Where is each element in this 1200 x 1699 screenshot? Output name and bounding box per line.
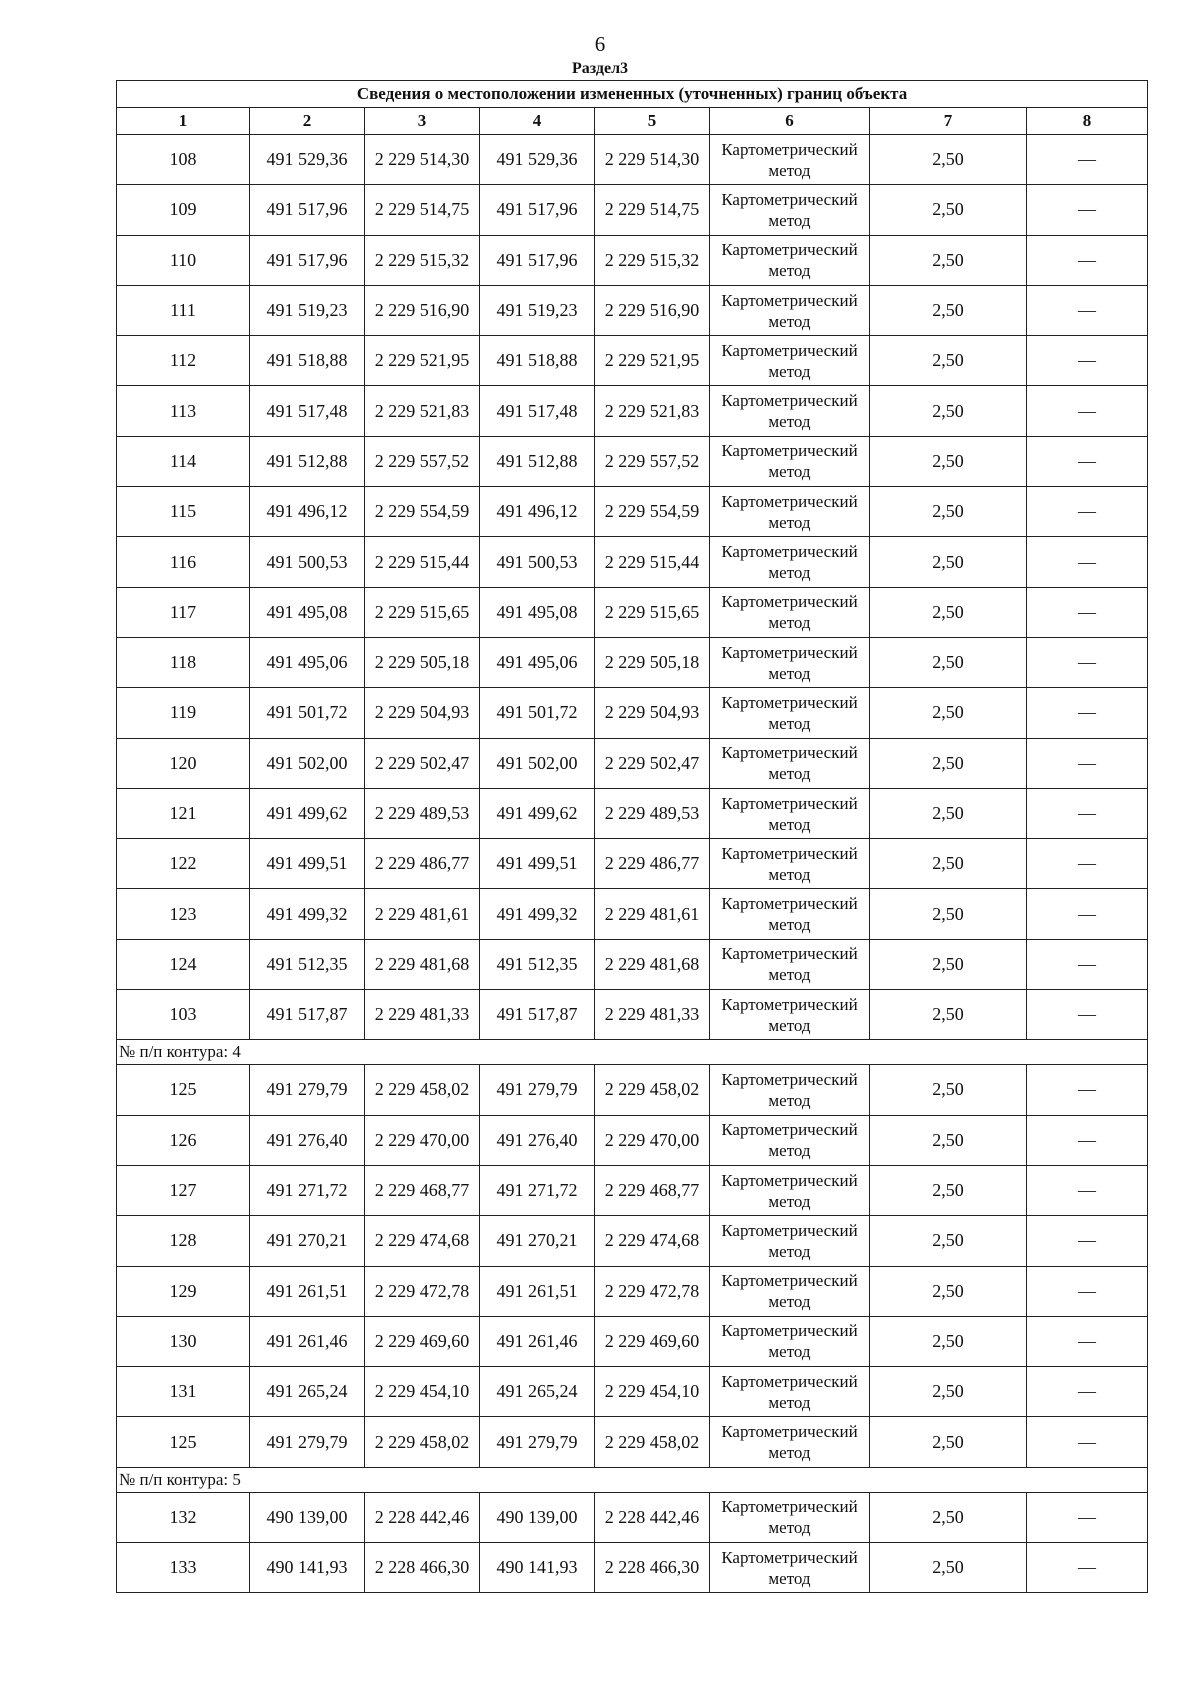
point-number-cell: 103 [117, 990, 250, 1040]
description-cell: — [1027, 135, 1148, 185]
x-refined-cell: 491 500,53 [480, 537, 595, 587]
x-existing-cell: 491 279,79 [250, 1417, 365, 1467]
y-refined-cell: 2 229 481,33 [595, 990, 710, 1040]
x-refined-cell: 491 499,32 [480, 889, 595, 939]
y-existing-cell: 2 229 472,78 [365, 1266, 480, 1316]
accuracy-cell: 2,50 [870, 990, 1027, 1040]
y-refined-cell: 2 229 468,77 [595, 1165, 710, 1215]
x-refined-cell: 491 270,21 [480, 1216, 595, 1266]
method-cell: Картометрический метод [710, 889, 870, 939]
method-cell: Картометрический метод [710, 1543, 870, 1593]
x-existing-cell: 491 276,40 [250, 1115, 365, 1165]
table-row [117, 285, 1148, 335]
point-number-cell: 115 [117, 487, 250, 537]
x-existing-cell: 491 519,23 [250, 285, 365, 335]
y-existing-cell: 2 229 504,93 [365, 688, 480, 738]
description-cell: — [1027, 1543, 1148, 1593]
method-cell: Картометрический метод [710, 839, 870, 889]
method-cell: Картометрический метод [710, 135, 870, 185]
description-cell: — [1027, 990, 1148, 1040]
y-refined-cell: 2 229 516,90 [595, 285, 710, 335]
y-refined-cell: 2 229 489,53 [595, 788, 710, 838]
x-existing-cell: 491 502,00 [250, 738, 365, 788]
y-refined-cell: 2 229 454,10 [595, 1367, 710, 1417]
x-existing-cell: 491 261,51 [250, 1266, 365, 1316]
description-cell: — [1027, 738, 1148, 788]
x-refined-cell: 491 517,48 [480, 386, 595, 436]
x-refined-cell: 491 499,51 [480, 839, 595, 889]
description-cell: — [1027, 688, 1148, 738]
point-number-cell: 128 [117, 1216, 250, 1266]
x-refined-cell: 491 517,87 [480, 990, 595, 1040]
point-number-cell: 113 [117, 386, 250, 436]
y-existing-cell: 2 229 554,59 [365, 487, 480, 537]
table-body [117, 135, 1148, 1593]
x-refined-cell: 490 139,00 [480, 1492, 595, 1542]
method-cell: Картометрический метод [710, 688, 870, 738]
x-existing-cell: 491 518,88 [250, 336, 365, 386]
method-cell: Картометрический метод [710, 1367, 870, 1417]
accuracy-cell: 2,50 [870, 738, 1027, 788]
x-existing-cell: 491 495,08 [250, 587, 365, 637]
accuracy-cell: 2,50 [870, 135, 1027, 185]
method-cell: Картометрический метод [710, 285, 870, 335]
coordinates-table [116, 80, 1148, 1593]
table-row [117, 1266, 1148, 1316]
accuracy-cell: 2,50 [870, 1492, 1027, 1542]
point-number-cell: 125 [117, 1065, 250, 1115]
table-row [117, 839, 1148, 889]
description-cell: — [1027, 436, 1148, 486]
table-row [117, 939, 1148, 989]
table-row [117, 990, 1148, 1040]
point-number-cell: 116 [117, 537, 250, 587]
description-cell: — [1027, 1266, 1148, 1316]
accuracy-cell: 2,50 [870, 185, 1027, 235]
x-refined-cell: 491 499,62 [480, 788, 595, 838]
table-row [117, 1417, 1148, 1467]
x-refined-cell: 491 517,96 [480, 235, 595, 285]
description-cell: — [1027, 939, 1148, 989]
x-existing-cell: 491 499,62 [250, 788, 365, 838]
description-cell: — [1027, 1115, 1148, 1165]
description-cell: — [1027, 1216, 1148, 1266]
point-number-cell: 121 [117, 788, 250, 838]
y-refined-cell: 2 228 442,46 [595, 1492, 710, 1542]
x-refined-cell: 491 265,24 [480, 1367, 595, 1417]
y-existing-cell: 2 229 458,02 [365, 1065, 480, 1115]
description-cell: — [1027, 1165, 1148, 1215]
point-number-cell: 118 [117, 637, 250, 687]
x-refined-cell: 490 141,93 [480, 1543, 595, 1593]
y-existing-cell: 2 229 470,00 [365, 1115, 480, 1165]
x-existing-cell: 491 265,24 [250, 1367, 365, 1417]
method-cell: Картометрический метод [710, 1417, 870, 1467]
point-number-cell: 112 [117, 336, 250, 386]
y-existing-cell: 2 229 521,83 [365, 386, 480, 436]
point-number-cell: 122 [117, 839, 250, 889]
x-refined-cell: 491 502,00 [480, 738, 595, 788]
point-number-cell: 120 [117, 738, 250, 788]
method-cell: Картометрический метод [710, 1316, 870, 1366]
section-title: Раздел3 [571, 60, 629, 77]
accuracy-cell: 2,50 [870, 1367, 1027, 1417]
method-cell: Картометрический метод [710, 1492, 870, 1542]
y-refined-cell: 2 229 481,61 [595, 889, 710, 939]
accuracy-cell: 2,50 [870, 436, 1027, 486]
y-existing-cell: 2 228 442,46 [365, 1492, 480, 1542]
x-existing-cell: 491 501,72 [250, 688, 365, 738]
accuracy-cell: 2,50 [870, 235, 1027, 285]
accuracy-cell: 2,50 [870, 1216, 1027, 1266]
description-cell: — [1027, 336, 1148, 386]
y-existing-cell: 2 228 466,30 [365, 1543, 480, 1593]
method-cell: Картометрический метод [710, 185, 870, 235]
y-refined-cell: 2 229 469,60 [595, 1316, 710, 1366]
method-cell: Картометрический метод [710, 1216, 870, 1266]
y-existing-cell: 2 229 481,61 [365, 889, 480, 939]
accuracy-cell: 2,50 [870, 1316, 1027, 1366]
x-existing-cell: 490 141,93 [250, 1543, 365, 1593]
x-existing-cell: 491 499,51 [250, 839, 365, 889]
y-existing-cell: 2 229 514,75 [365, 185, 480, 235]
table-row [117, 1492, 1148, 1542]
method-cell: Картометрический метод [710, 1165, 870, 1215]
description-cell: — [1027, 537, 1148, 587]
method-cell: Картометрический метод [710, 939, 870, 989]
description-cell: — [1027, 839, 1148, 889]
y-refined-cell: 2 229 486,77 [595, 839, 710, 889]
x-refined-cell: 491 518,88 [480, 336, 595, 386]
y-existing-cell: 2 229 474,68 [365, 1216, 480, 1266]
point-number-cell: 109 [117, 185, 250, 235]
table-row [117, 1316, 1148, 1366]
x-refined-cell: 491 512,35 [480, 939, 595, 989]
x-existing-cell: 491 517,96 [250, 185, 365, 235]
y-refined-cell: 2 229 515,44 [595, 537, 710, 587]
method-cell: Картометрический метод [710, 1115, 870, 1165]
table-row [117, 135, 1148, 185]
table-row [117, 637, 1148, 687]
x-refined-cell: 491 279,79 [480, 1065, 595, 1115]
accuracy-cell: 2,50 [870, 688, 1027, 738]
column-header: 3 [365, 108, 480, 135]
y-refined-cell: 2 229 557,52 [595, 436, 710, 486]
table-row [117, 1165, 1148, 1215]
y-existing-cell: 2 229 515,65 [365, 587, 480, 637]
description-cell: — [1027, 185, 1148, 235]
y-refined-cell: 2 229 502,47 [595, 738, 710, 788]
description-cell: — [1027, 285, 1148, 335]
column-header: 6 [710, 108, 870, 135]
column-header: 2 [250, 108, 365, 135]
y-existing-cell: 2 229 469,60 [365, 1316, 480, 1366]
x-refined-cell: 491 519,23 [480, 285, 595, 335]
point-number-cell: 110 [117, 235, 250, 285]
accuracy-cell: 2,50 [870, 1115, 1027, 1165]
x-existing-cell: 491 517,96 [250, 235, 365, 285]
accuracy-cell: 2,50 [870, 889, 1027, 939]
accuracy-cell: 2,50 [870, 1165, 1027, 1215]
y-refined-cell: 2 229 514,75 [595, 185, 710, 235]
accuracy-cell: 2,50 [870, 386, 1027, 436]
table-row [117, 1115, 1148, 1165]
x-refined-cell: 491 276,40 [480, 1115, 595, 1165]
x-refined-cell: 491 271,72 [480, 1165, 595, 1215]
x-refined-cell: 491 495,06 [480, 637, 595, 687]
point-number-cell: 132 [117, 1492, 250, 1542]
x-refined-cell: 491 517,96 [480, 185, 595, 235]
table-caption: Сведения о местоположении измененных (уточненных) границ объекта [117, 81, 1148, 108]
contour-row [117, 1040, 1148, 1065]
y-refined-cell: 2 229 472,78 [595, 1266, 710, 1316]
method-cell: Картометрический метод [710, 738, 870, 788]
y-existing-cell: 2 229 454,10 [365, 1367, 480, 1417]
y-existing-cell: 2 229 505,18 [365, 637, 480, 687]
table-row [117, 436, 1148, 486]
method-cell: Картометрический метод [710, 990, 870, 1040]
y-refined-cell: 2 229 458,02 [595, 1065, 710, 1115]
contour-row [117, 1467, 1148, 1492]
x-existing-cell: 490 139,00 [250, 1492, 365, 1542]
y-existing-cell: 2 229 515,32 [365, 235, 480, 285]
description-cell: — [1027, 487, 1148, 537]
column-header: 8 [1027, 108, 1148, 135]
point-number-cell: 129 [117, 1266, 250, 1316]
column-header-row [117, 108, 1148, 135]
method-cell: Картометрический метод [710, 235, 870, 285]
table-row [117, 185, 1148, 235]
method-cell: Картометрический метод [710, 386, 870, 436]
point-number-cell: 133 [117, 1543, 250, 1593]
description-cell: — [1027, 386, 1148, 436]
table-row [117, 688, 1148, 738]
point-number-cell: 127 [117, 1165, 250, 1215]
table-row [117, 1543, 1148, 1593]
accuracy-cell: 2,50 [870, 1543, 1027, 1593]
contour-label: № п/п контура: 5 [117, 1467, 1148, 1492]
x-refined-cell: 491 495,08 [480, 587, 595, 637]
point-number-cell: 126 [117, 1115, 250, 1165]
y-existing-cell: 2 229 557,52 [365, 436, 480, 486]
y-refined-cell: 2 229 470,00 [595, 1115, 710, 1165]
y-existing-cell: 2 229 481,68 [365, 939, 480, 989]
point-number-cell: 124 [117, 939, 250, 989]
point-number-cell: 111 [117, 285, 250, 335]
y-refined-cell: 2 229 505,18 [595, 637, 710, 687]
page-number: 6 [594, 32, 606, 56]
x-existing-cell: 491 529,36 [250, 135, 365, 185]
x-existing-cell: 491 271,72 [250, 1165, 365, 1215]
x-existing-cell: 491 512,35 [250, 939, 365, 989]
accuracy-cell: 2,50 [870, 336, 1027, 386]
method-cell: Картометрический метод [710, 537, 870, 587]
description-cell: — [1027, 637, 1148, 687]
point-number-cell: 123 [117, 889, 250, 939]
method-cell: Картометрический метод [710, 487, 870, 537]
point-number-cell: 119 [117, 688, 250, 738]
table-row [117, 889, 1148, 939]
table-row [117, 1065, 1148, 1115]
x-existing-cell: 491 517,87 [250, 990, 365, 1040]
table-row [117, 336, 1148, 386]
method-cell: Картометрический метод [710, 788, 870, 838]
y-refined-cell: 2 229 458,02 [595, 1417, 710, 1467]
description-cell: — [1027, 235, 1148, 285]
table-row [117, 1216, 1148, 1266]
method-cell: Картометрический метод [710, 1065, 870, 1115]
table-row [117, 587, 1148, 637]
y-existing-cell: 2 229 502,47 [365, 738, 480, 788]
x-existing-cell: 491 261,46 [250, 1316, 365, 1366]
point-number-cell: 130 [117, 1316, 250, 1366]
table-row [117, 738, 1148, 788]
accuracy-cell: 2,50 [870, 939, 1027, 989]
accuracy-cell: 2,50 [870, 487, 1027, 537]
method-cell: Картометрический метод [710, 637, 870, 687]
x-refined-cell: 491 261,46 [480, 1316, 595, 1366]
description-cell: — [1027, 1492, 1148, 1542]
table-row [117, 386, 1148, 436]
table-row [117, 788, 1148, 838]
y-existing-cell: 2 229 486,77 [365, 839, 480, 889]
x-existing-cell: 491 512,88 [250, 436, 365, 486]
description-cell: — [1027, 788, 1148, 838]
point-number-cell: 117 [117, 587, 250, 637]
x-refined-cell: 491 529,36 [480, 135, 595, 185]
accuracy-cell: 2,50 [870, 1417, 1027, 1467]
y-existing-cell: 2 229 489,53 [365, 788, 480, 838]
accuracy-cell: 2,50 [870, 1266, 1027, 1316]
point-number-cell: 108 [117, 135, 250, 185]
description-cell: — [1027, 1367, 1148, 1417]
accuracy-cell: 2,50 [870, 637, 1027, 687]
accuracy-cell: 2,50 [870, 839, 1027, 889]
table-row [117, 537, 1148, 587]
method-cell: Картометрический метод [710, 336, 870, 386]
accuracy-cell: 2,50 [870, 587, 1027, 637]
y-existing-cell: 2 229 514,30 [365, 135, 480, 185]
accuracy-cell: 2,50 [870, 788, 1027, 838]
table-row [117, 487, 1148, 537]
x-refined-cell: 491 279,79 [480, 1417, 595, 1467]
contour-label: № п/п контура: 4 [117, 1040, 1148, 1065]
column-header: 4 [480, 108, 595, 135]
method-cell: Картометрический метод [710, 1266, 870, 1316]
y-refined-cell: 2 229 554,59 [595, 487, 710, 537]
y-refined-cell: 2 229 481,68 [595, 939, 710, 989]
column-header: 7 [870, 108, 1027, 135]
point-number-cell: 125 [117, 1417, 250, 1467]
method-cell: Картометрический метод [710, 587, 870, 637]
accuracy-cell: 2,50 [870, 285, 1027, 335]
y-refined-cell: 2 229 474,68 [595, 1216, 710, 1266]
point-number-cell: 114 [117, 436, 250, 486]
y-existing-cell: 2 229 515,44 [365, 537, 480, 587]
x-existing-cell: 491 496,12 [250, 487, 365, 537]
y-refined-cell: 2 229 521,95 [595, 336, 710, 386]
y-existing-cell: 2 229 521,95 [365, 336, 480, 386]
column-header: 5 [595, 108, 710, 135]
description-cell: — [1027, 1316, 1148, 1366]
x-existing-cell: 491 500,53 [250, 537, 365, 587]
point-number-cell: 131 [117, 1367, 250, 1417]
accuracy-cell: 2,50 [870, 1065, 1027, 1115]
y-refined-cell: 2 229 515,65 [595, 587, 710, 637]
x-existing-cell: 491 517,48 [250, 386, 365, 436]
description-cell: — [1027, 889, 1148, 939]
x-refined-cell: 491 501,72 [480, 688, 595, 738]
accuracy-cell: 2,50 [870, 537, 1027, 587]
y-refined-cell: 2 229 514,30 [595, 135, 710, 185]
y-refined-cell: 2 229 504,93 [595, 688, 710, 738]
y-existing-cell: 2 229 481,33 [365, 990, 480, 1040]
table-row [117, 235, 1148, 285]
x-refined-cell: 491 512,88 [480, 436, 595, 486]
x-existing-cell: 491 270,21 [250, 1216, 365, 1266]
x-refined-cell: 491 261,51 [480, 1266, 595, 1316]
table-row [117, 1367, 1148, 1417]
description-cell: — [1027, 1065, 1148, 1115]
x-existing-cell: 491 279,79 [250, 1065, 365, 1115]
y-existing-cell: 2 229 516,90 [365, 285, 480, 335]
column-header: 1 [117, 108, 250, 135]
description-cell: — [1027, 1417, 1148, 1467]
y-refined-cell: 2 228 466,30 [595, 1543, 710, 1593]
description-cell: — [1027, 587, 1148, 637]
x-refined-cell: 491 496,12 [480, 487, 595, 537]
x-existing-cell: 491 499,32 [250, 889, 365, 939]
y-refined-cell: 2 229 515,32 [595, 235, 710, 285]
y-existing-cell: 2 229 458,02 [365, 1417, 480, 1467]
method-cell: Картометрический метод [710, 436, 870, 486]
y-refined-cell: 2 229 521,83 [595, 386, 710, 436]
y-existing-cell: 2 229 468,77 [365, 1165, 480, 1215]
x-existing-cell: 491 495,06 [250, 637, 365, 687]
